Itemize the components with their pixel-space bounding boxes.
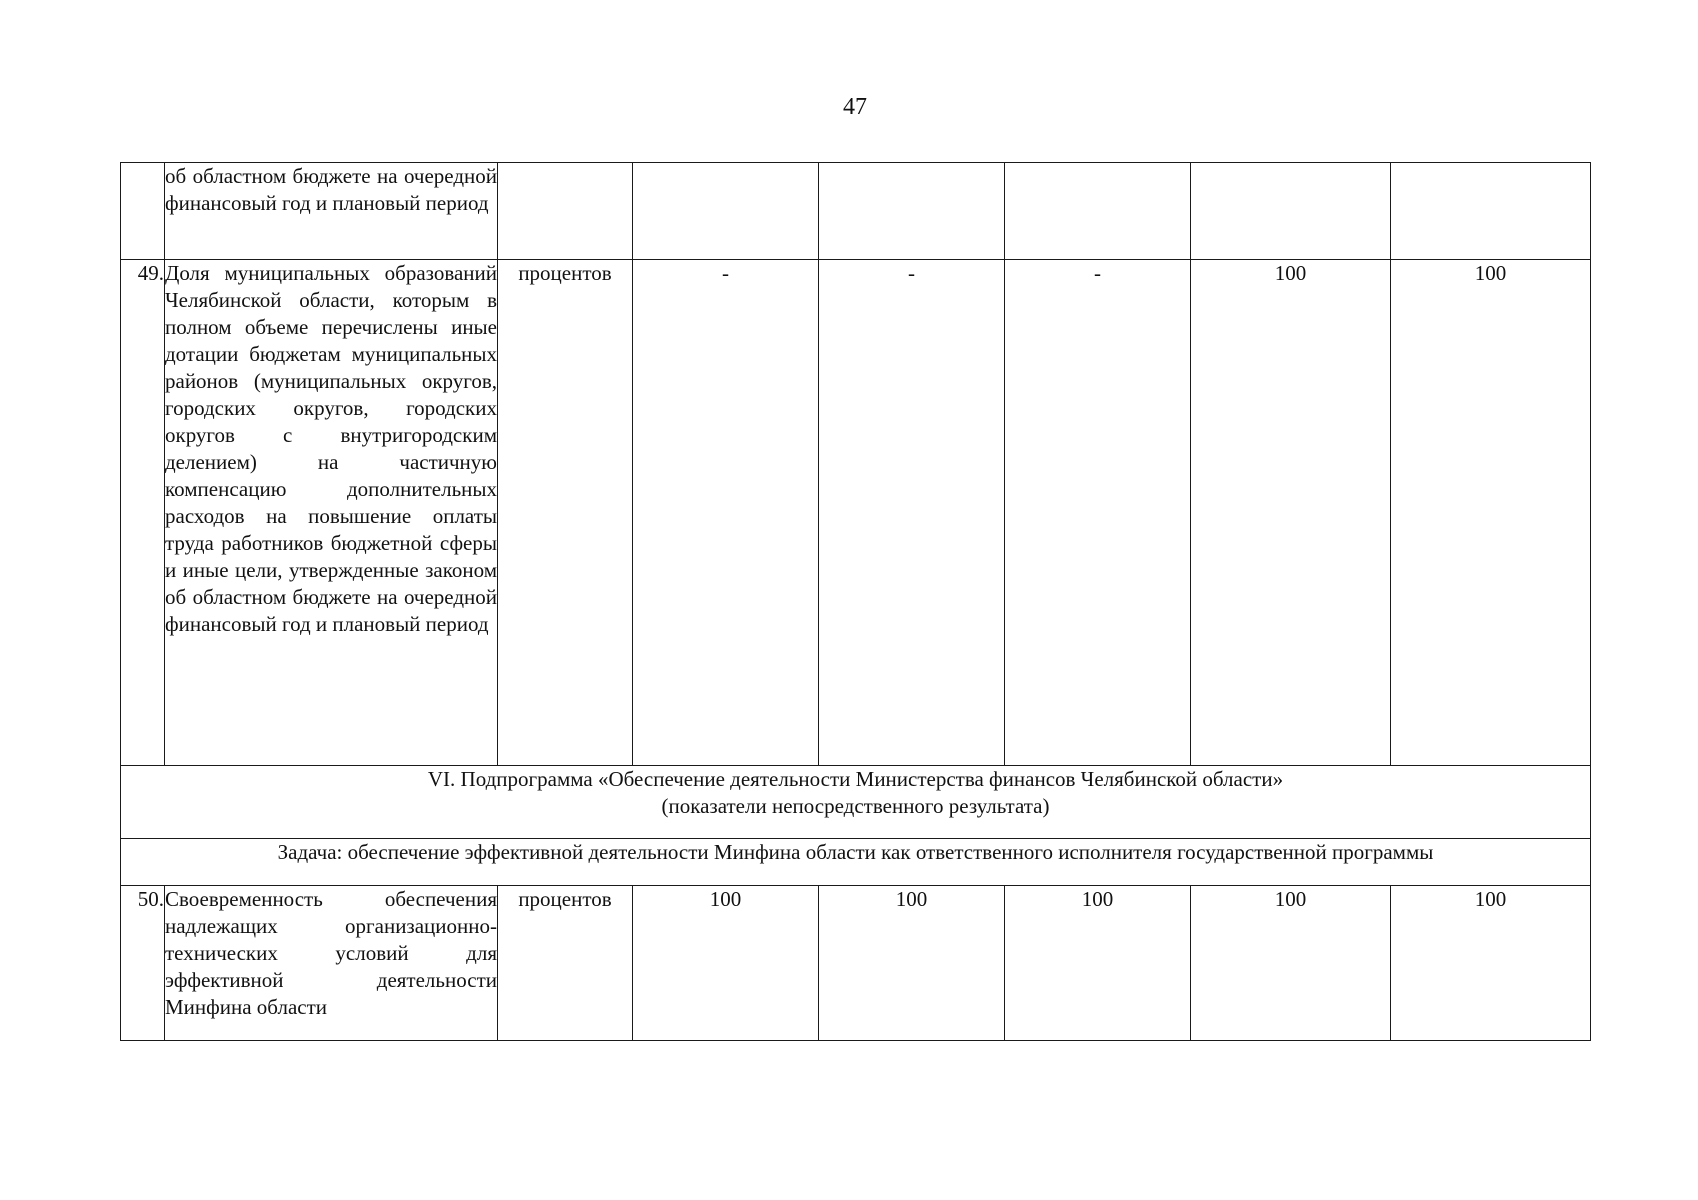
value-cell-5: 100: [1391, 260, 1591, 766]
indicator-description: Доля муниципальных образований Челябинской области, которым в полном объеме перечислены иные дотации бюджетам муниципальных районов (муниципальных округов, городских округов, городских округов с внутригородским делением) на частичную компенсацию дополнительных расходов на повышение оплаты труда работников бюджетной сферы и иные цели, утвержденные законом об областном бюджете на очередной финансовый год и плановый период: [165, 260, 498, 766]
section-heading: [121, 766, 1591, 839]
task-row: [121, 839, 1591, 886]
value-cell-1: [633, 163, 819, 260]
value-cell-2: 100: [819, 886, 1005, 1041]
value-cell-5: [1391, 163, 1591, 260]
table-row-50: [121, 886, 1591, 1041]
section-subtitle: (показатели непосредственного результата): [661, 794, 1050, 818]
table-row-49: [121, 260, 1591, 766]
value-cell-4: 100: [1191, 260, 1391, 766]
row-number: [121, 163, 165, 260]
value-cell-4: [1191, 163, 1391, 260]
unit-cell: [498, 163, 633, 260]
value-cell-4: 100: [1191, 886, 1391, 1041]
value-cell-5: 100: [1391, 886, 1591, 1041]
value-cell-2: -: [819, 260, 1005, 766]
section-header-row: [121, 766, 1591, 839]
value-cell-3: [1005, 163, 1191, 260]
indicator-description: Своевременность обеспечения надлежащих организационно-технических условий для эффективной деятельности Минфина области: [165, 886, 498, 1041]
row-number: 49.: [121, 260, 165, 766]
value-cell-3: -: [1005, 260, 1191, 766]
indicators-table: [120, 162, 1591, 1041]
page-number: 47: [843, 94, 867, 120]
table-row-continuation: [121, 163, 1591, 260]
indicator-description: об областном бюджете на очередной финансовый год и плановый период: [165, 163, 498, 260]
value-cell-2: [819, 163, 1005, 260]
unit-cell: процентов: [498, 260, 633, 766]
unit-cell: процентов: [498, 886, 633, 1041]
task-text: Задача: обеспечение эффективной деятельности Минфина области как ответственного исполнителя государственной программы: [121, 839, 1591, 886]
value-cell-1: -: [633, 260, 819, 766]
value-cell-1: 100: [633, 886, 819, 1041]
section-title: VI. Подпрограмма «Обеспечение деятельности Министерства финансов Челябинской области»: [427, 767, 1284, 791]
row-number: 50.: [121, 886, 165, 1041]
value-cell-3: 100: [1005, 886, 1191, 1041]
